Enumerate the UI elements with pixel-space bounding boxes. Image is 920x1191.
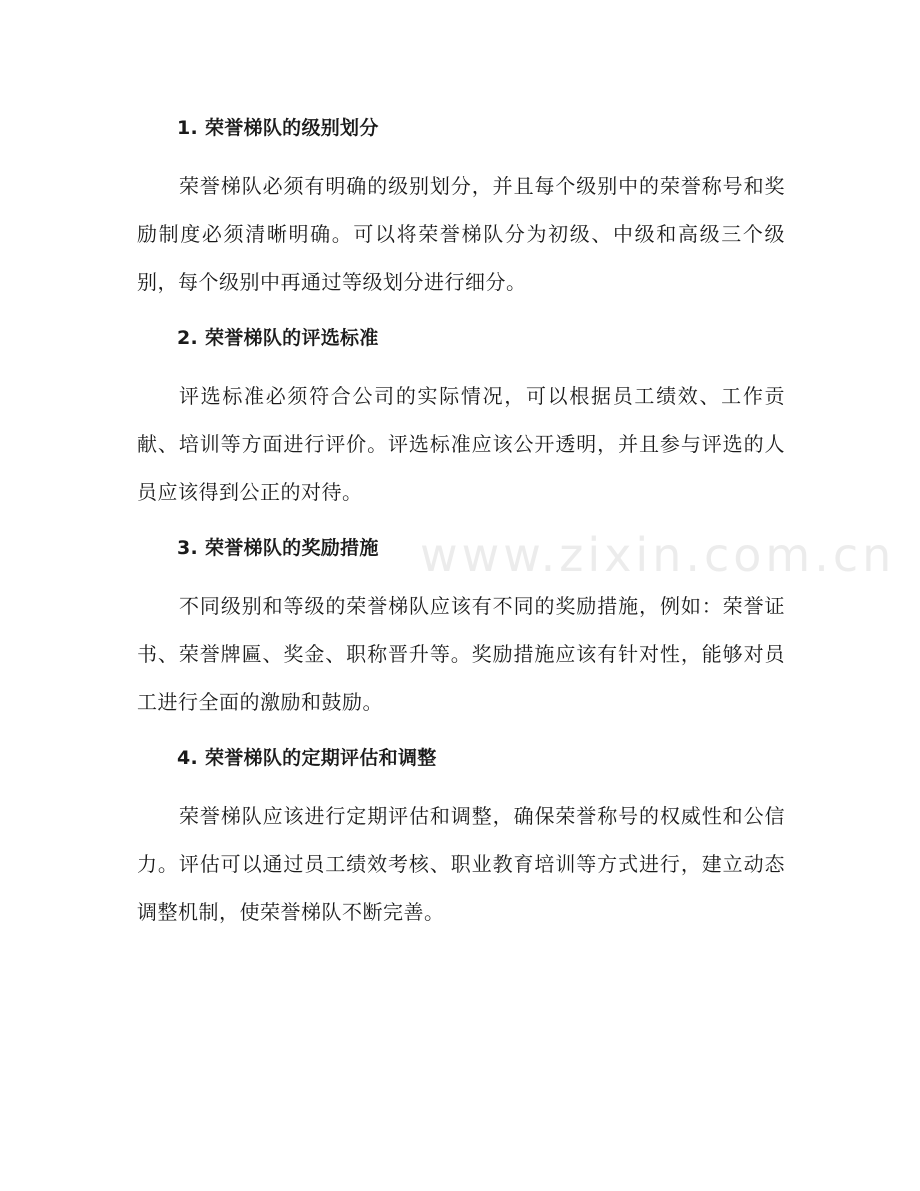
section-2 (137, 316, 785, 516)
watermark: www.zixin.com.cn (420, 528, 896, 582)
section-3 (137, 526, 785, 726)
section-paragraph: 荣誉梯队必须有明确的级别划分，并且每个级别中的荣誉称号和奖励制度必须清晰明确。可以将荣誉梯队分为初级、中级和高级三个级别，每个级别中再通过等级划分进行细分。 (137, 174, 785, 294)
section-paragraph: 评选标准必须符合公司的实际情况，可以根据员工绩效、工作贡献、培训等方面进行评价。评选标准应该公开透明，并且参与评选的人员应该得到公正的对待。 (137, 384, 785, 504)
section-1 (137, 106, 785, 306)
section-4 (137, 736, 785, 936)
section-heading: 1. 荣誉梯队的级别划分 (177, 117, 379, 139)
section-heading: 2. 荣誉梯队的评选标准 (177, 327, 379, 349)
section-heading: 3. 荣誉梯队的奖励措施 (177, 537, 379, 559)
section-paragraph: 不同级别和等级的荣誉梯队应该有不同的奖励措施，例如：荣誉证书、荣誉牌匾、奖金、职称晋升等。奖励措施应该有针对性，能够对员工进行全面的激励和鼓励。 (137, 594, 785, 714)
section-heading: 4. 荣誉梯队的定期评估和调整 (177, 747, 437, 769)
section-paragraph: 荣誉梯队应该进行定期评估和调整，确保荣誉称号的权威性和公信力。评估可以通过员工绩效考核、职业教育培训等方式进行，建立动态调整机制，使荣誉梯队不断完善。 (137, 804, 785, 924)
document-content (137, 106, 785, 936)
